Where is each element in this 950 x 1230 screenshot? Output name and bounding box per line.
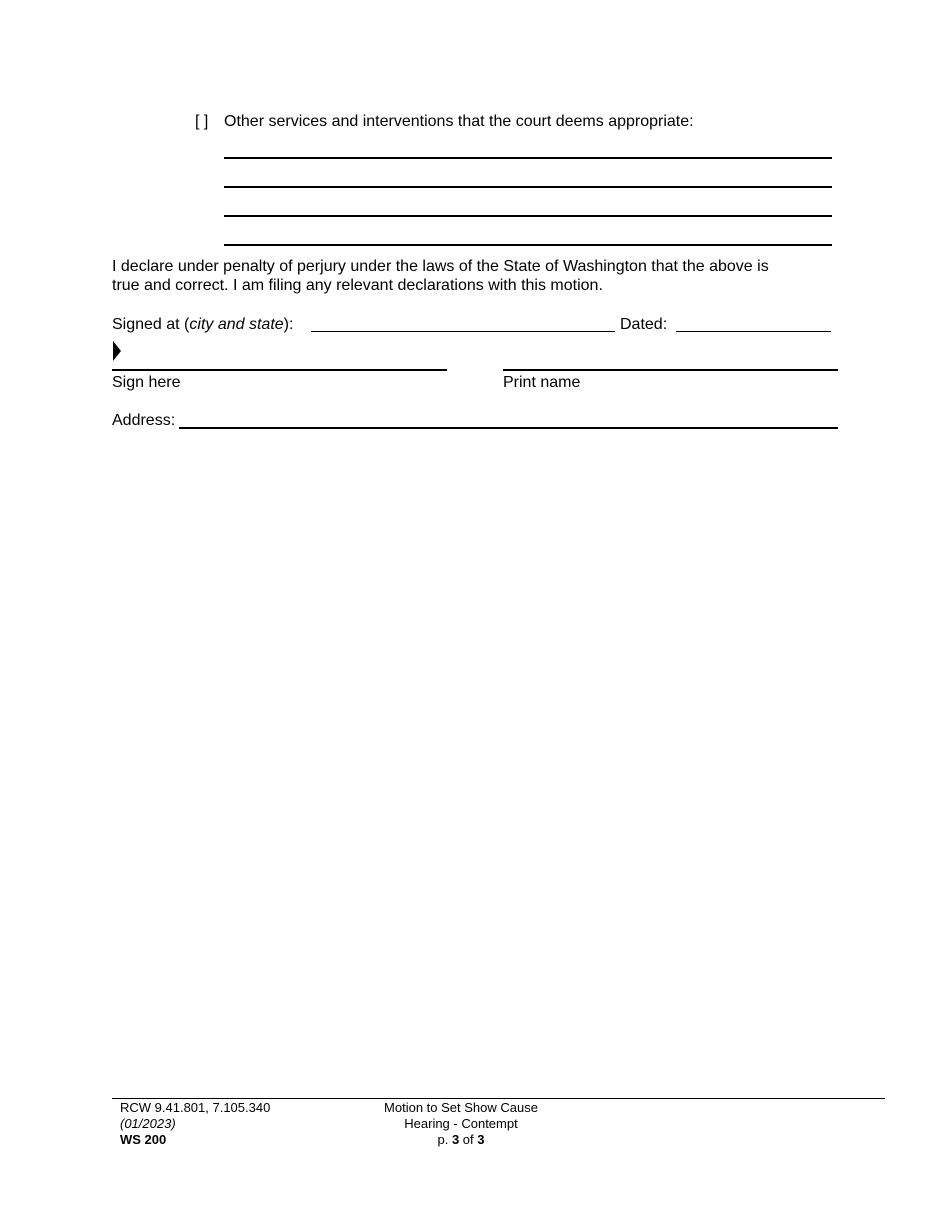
page-prefix: p.	[437, 1132, 452, 1147]
footer-divider	[112, 1098, 885, 1099]
footer-revision: (01/2023)	[120, 1116, 176, 1131]
footer-title-line-1: Motion to Set Show Cause	[384, 1100, 538, 1115]
footer-statute: RCW 9.41.801, 7.105.340	[120, 1100, 271, 1115]
signed-at-suffix: ):	[283, 316, 294, 333]
page-current: 3	[451, 1132, 460, 1147]
signed-at-label	[112, 315, 293, 334]
address-field[interactable]	[179, 427, 838, 429]
address-label: Address:	[112, 412, 176, 429]
footer-form-number: WS 200	[120, 1132, 167, 1147]
other-services-checkbox[interactable]: [ ]	[195, 113, 209, 130]
print-name-field[interactable]	[503, 369, 838, 371]
dated-field[interactable]	[676, 331, 831, 332]
footer-page-number	[361, 1132, 561, 1148]
other-services-line-2[interactable]	[224, 186, 832, 188]
footer-title-line-2: Hearing - Contempt	[404, 1116, 518, 1131]
page-of: of	[459, 1132, 478, 1147]
other-services-line-4[interactable]	[224, 244, 832, 246]
signature-field[interactable]	[112, 369, 447, 371]
dated-label: Dated:	[620, 316, 668, 333]
page-total: 3	[477, 1132, 485, 1147]
other-services-line-3[interactable]	[224, 215, 832, 217]
other-services-label: Other services and interventions that the court deems appropriate:	[224, 113, 694, 130]
signed-at-prefix: Signed at (	[112, 316, 190, 333]
print-name-label: Print name	[503, 374, 581, 391]
declaration-line-2: true and correct. I am filing any relevant declarations with this motion.	[112, 277, 603, 294]
signed-at-italic: city and state	[189, 316, 284, 333]
sign-here-label: Sign here	[112, 374, 181, 391]
other-services-line-1[interactable]	[224, 157, 832, 159]
declaration-line-1: I declare under penalty of perjury under the laws of the State of Washington that the above is	[112, 258, 769, 275]
signed-at-field[interactable]	[311, 331, 615, 332]
sign-here-arrow-icon	[113, 341, 121, 361]
